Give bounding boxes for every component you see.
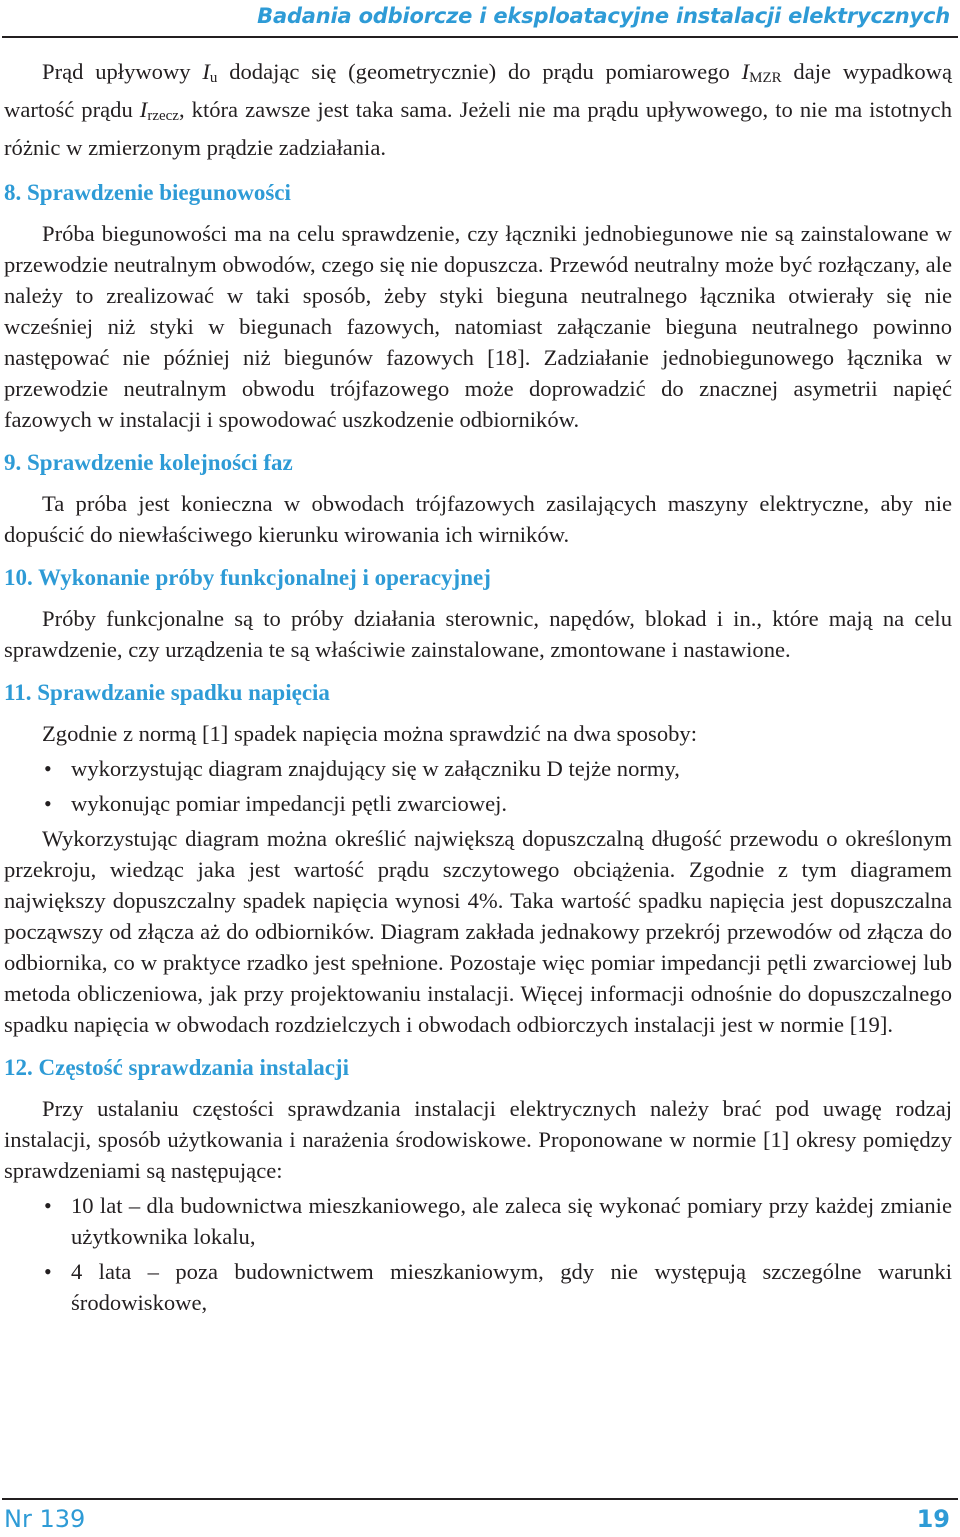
intro-text-2: dodając się (geometrycznie) do prądu pomiarowego bbox=[217, 59, 742, 84]
section-8-paragraph: Próba biegunowości ma na celu sprawdzenie, czy łączniki jednobiegunowe nie są zainstalowane w przewodzie neutralnym obwodów, czego się nie dopuszcza. Przewód neutralny może być rozłączany, ale należy to zrealizować w taki sposób, żeby styki bieguna neutralnego łącznika otwierały się nie wcześniej niż styki w biegunach fazowych, natomiast załączanie bieguna neutralnego powinno następować nie później niż biegunów fazowych [18]. Zadziałanie jednobiegunowego łącznika w przewodzie neutralnym obwodu trójfazowego może doprowadzić do znacznej asymetrii napięć fazowych w instalacji i spowodować uszkodzenie odbiorników. bbox=[4, 221, 952, 432]
list-item: • 10 lat – dla budownictwa mieszkaniowego, ale zaleca się wykonać pomiary przy każdej zmianie użytkownika lokalu, bbox=[4, 1190, 952, 1252]
section-8-heading: 8. Sprawdzenie biegunowości bbox=[4, 180, 291, 205]
section-11-paragraph: Wykorzystując diagram można określić największą dopuszczalną długość przewodu o określonym przekroju, wiedząc jaka jest wartość prądu szczytowego obciążenia. Zgodnie z tym diagramem największy dopuszczalny spadek napięcia wynosi 4%. Taka wartość spadku napięcia jest dopuszczalna począwszy od złącza aż do odbiorników. Diagram zakłada jednakowy przekrój przewodów od złącza do odbiornika, co w praktyce rzadko jest spełnione. Pozostaje więc pomiar impedancji pętli zwarciowej lub metoda obliczeniowa, jak przy projektowaniu instalacji. Więcej informacji odnośnie do dopuszczalnego spadku napięcia w obwodach rozdzielczych i obwodach odbiorczych instalacji jest w normie [19]. bbox=[4, 826, 952, 1037]
page-header bbox=[0, 0, 960, 38]
bullet-icon: • bbox=[44, 791, 52, 816]
section-12-heading: 12. Częstość sprawdzania instalacji bbox=[4, 1055, 349, 1080]
footer-divider bbox=[2, 1498, 958, 1500]
intro-text-3: daje wypadkową wartość prądu bbox=[4, 59, 953, 122]
page-footer bbox=[0, 1496, 960, 1537]
section-9-paragraph: Ta próba jest konieczna w obwodach trójfazowych zasilających maszyny elektryczne, aby nie dopuścić do niewłaściwego kierunku wirowania ich wirników. bbox=[4, 491, 952, 547]
section-10-heading: 10. Wykonanie próby funkcjonalnej i operacyjnej bbox=[4, 565, 491, 590]
section-11-intro: Zgodnie z normą [1] spadek napięcia można sprawdzić na dwa sposoby: bbox=[42, 721, 697, 746]
symbol-i-rzecz: $I_{rzecz}$ bbox=[139, 97, 179, 124]
list-item: • wykorzystując diagram znajdujący się w załączniku D tejże normy, bbox=[4, 753, 952, 784]
section-10-paragraph: Próby funkcjonalne są to próby działania sterownic, napędów, blokad i in., które mają na celu sprawdzenie, czy urządzenia te są właściwie zainstalowane, zmontowane i nastawione. bbox=[4, 606, 952, 662]
intro-text-4: , która zawsze jest taka sama. Jeżeli nie ma prądu upływowego, to nie ma istotnych różnic w zmierzonym prądzie zadziałania. bbox=[4, 97, 952, 160]
running-title: Badania odbiorcze i eksploatacyjne instalacji elektrycznych bbox=[257, 4, 950, 28]
issue-number: Nr 139 bbox=[4, 1505, 86, 1533]
list-item: • 4 lata – poza budownictwem mieszkaniowym, gdy nie występują szczególne warunki środowiskowe, bbox=[4, 1256, 952, 1318]
intro-text-1: Prąd upływowy bbox=[42, 59, 203, 84]
list-item: • wykonując pomiar impedancji pętli zwarciowej. bbox=[4, 788, 952, 819]
intro-paragraph bbox=[4, 56, 952, 163]
bullet-icon: • bbox=[44, 756, 52, 781]
page-number: 19 bbox=[916, 1505, 950, 1533]
section-11-list bbox=[4, 753, 952, 819]
symbol-i-mzr: $I_{MZR}$ bbox=[741, 59, 782, 86]
section-12-list bbox=[4, 1190, 952, 1318]
section-9-heading: 9. Sprawdzenie kolejności faz bbox=[4, 450, 293, 475]
header-divider bbox=[2, 36, 958, 38]
article-body bbox=[4, 56, 952, 1322]
bullet-icon: • bbox=[44, 1259, 52, 1284]
section-11-heading: 11. Sprawdzanie spadku napięcia bbox=[4, 680, 330, 705]
symbol-i-u: $I_u$ bbox=[202, 59, 218, 86]
section-12-paragraph: Przy ustalaniu częstości sprawdzania instalacji elektrycznych należy brać pod uwagę rodzaj instalacji, sposób użytkowania i narażenia środowiskowe. Proponowane w normie [1] okresy pomiędzy sprawdzeniami są następujące: bbox=[4, 1096, 952, 1183]
bullet-icon: • bbox=[44, 1193, 52, 1218]
